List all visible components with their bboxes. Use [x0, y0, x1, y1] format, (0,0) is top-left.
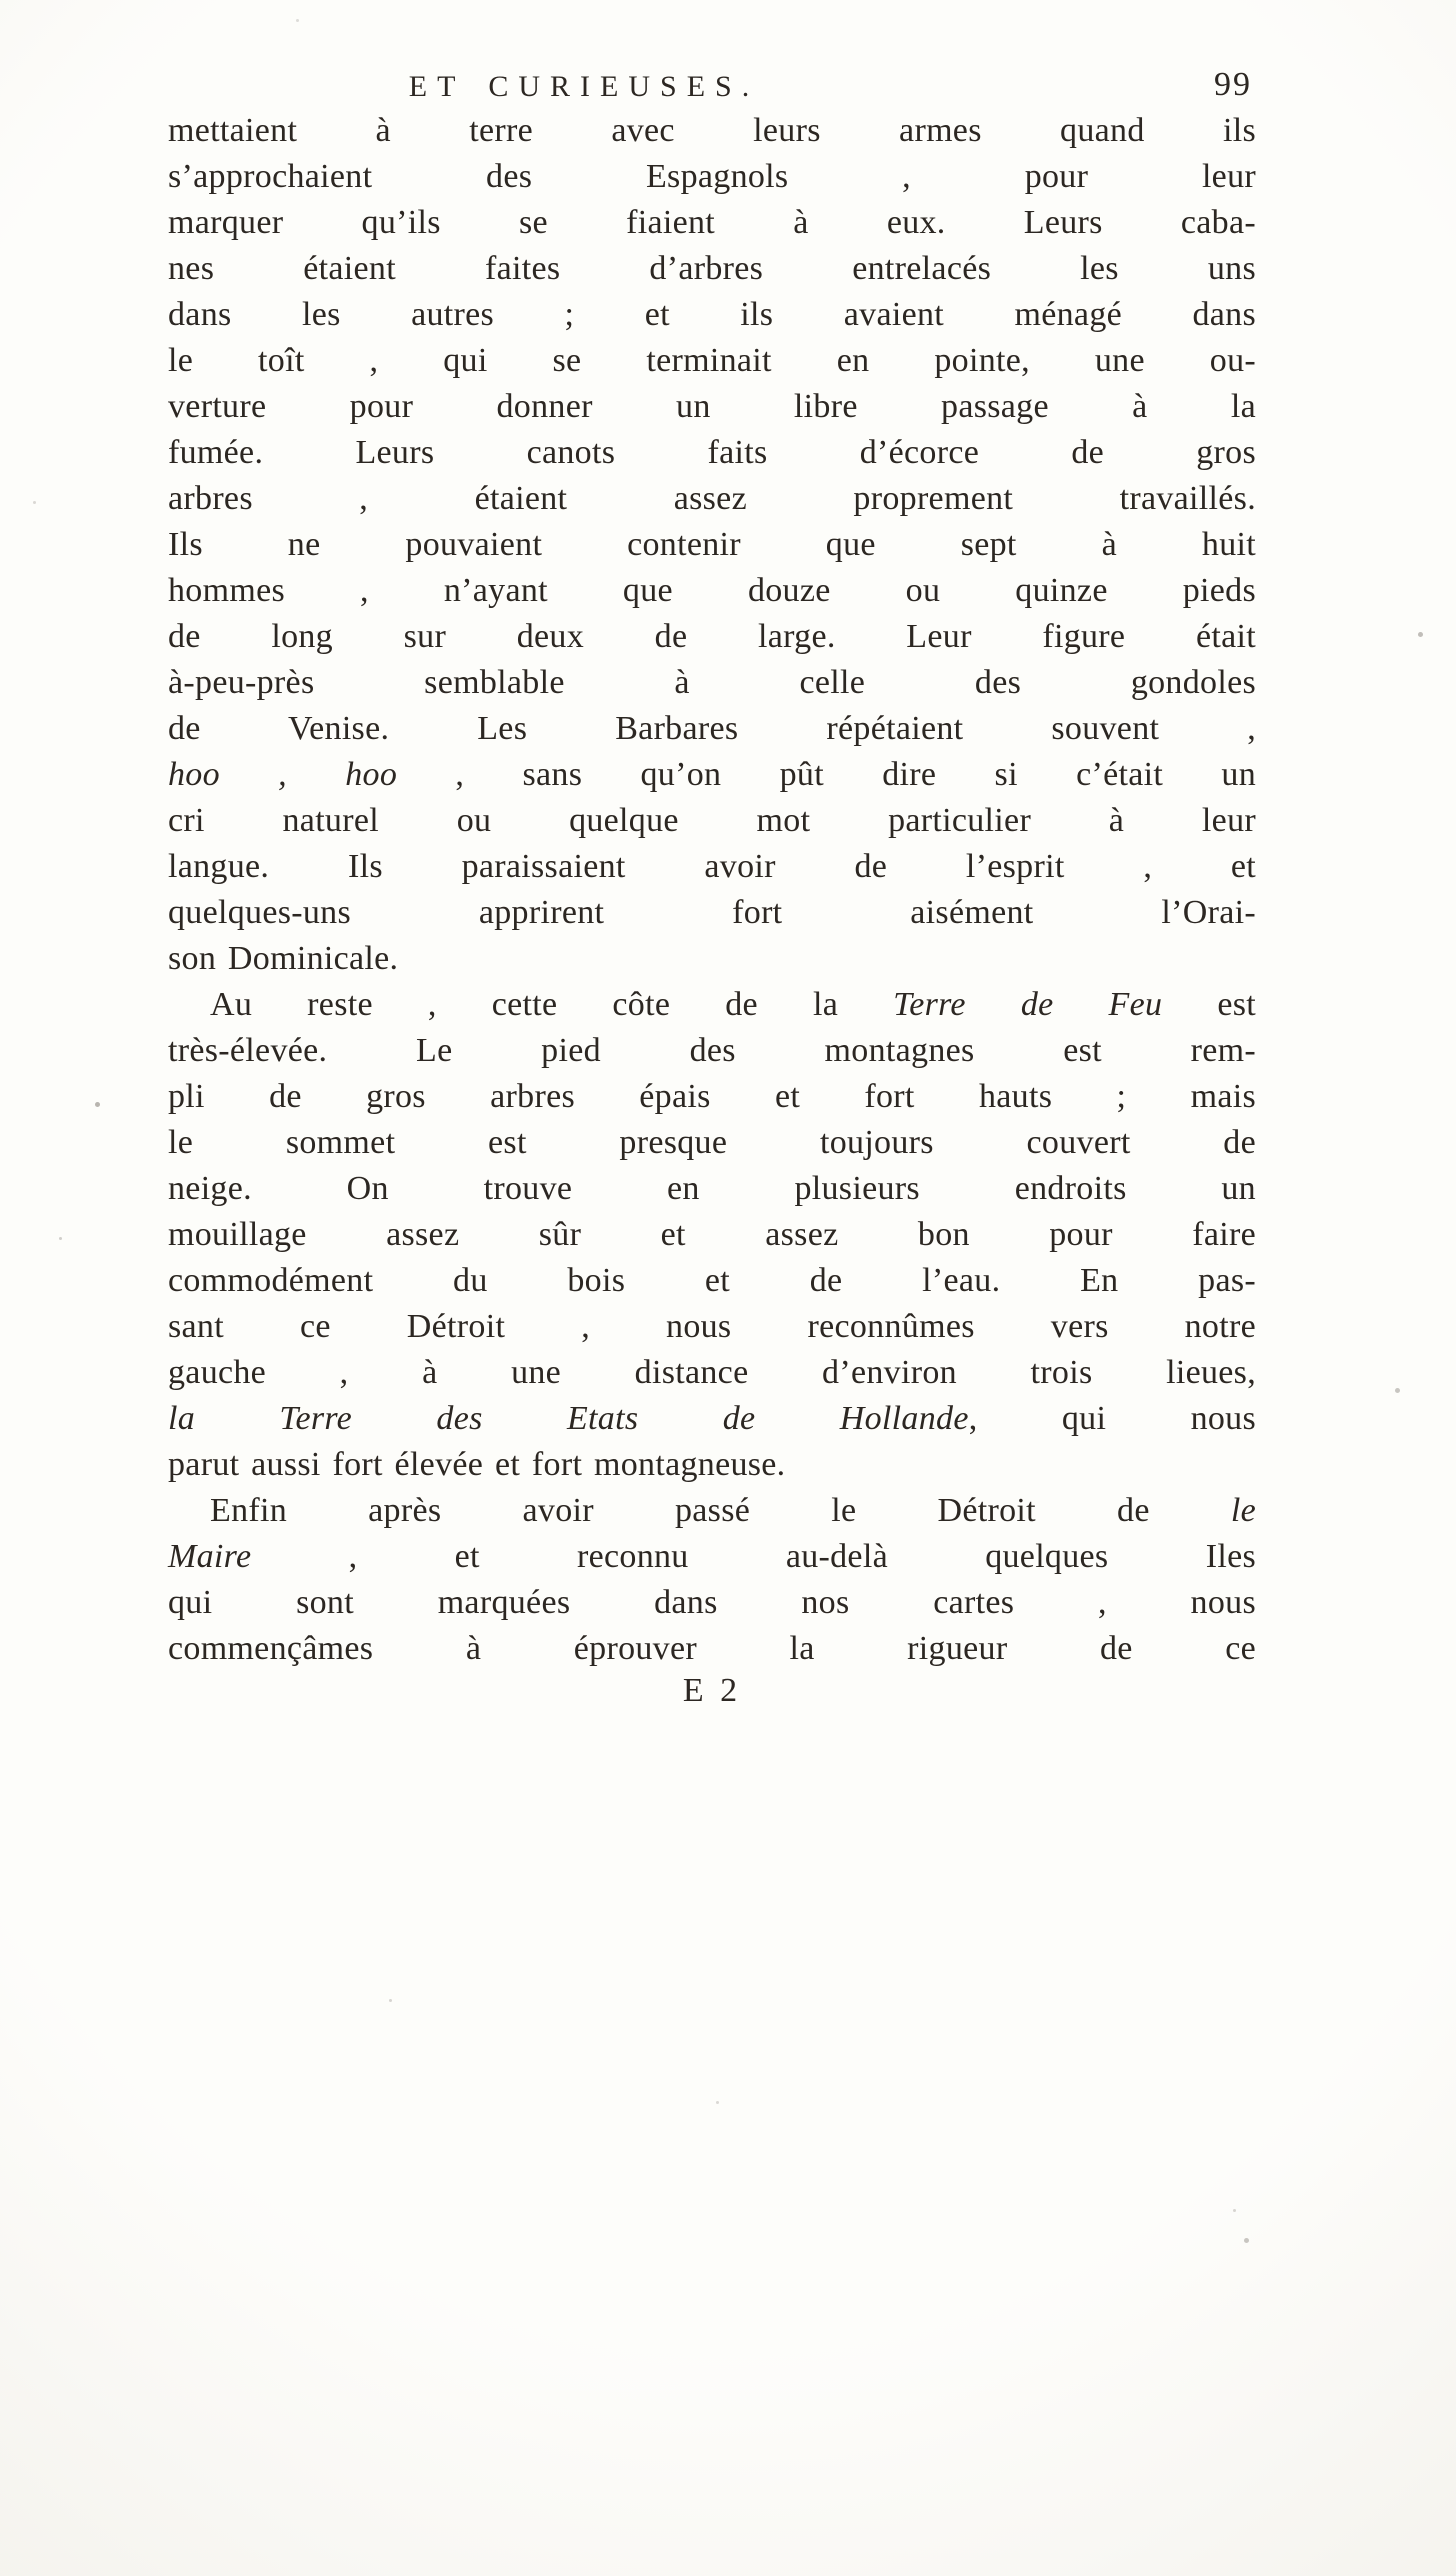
text-run: langue. Ils paraissaient avoir de l’esprit , et	[168, 848, 1256, 885]
text-line	[168, 752, 1256, 798]
text-run: sant ce Détroit , nous reconnûmes vers notre	[168, 1308, 1256, 1345]
text-run: son Dominicale.	[168, 940, 399, 977]
signature-mark: E 2	[682, 1672, 742, 1709]
text-run: hommes , n’ayant que douze ou quinze pieds	[168, 572, 1256, 609]
text-run: de long sur deux de large. Leur figure était	[168, 618, 1256, 655]
italic-text: hoo , hoo	[168, 756, 398, 793]
text-line	[168, 1074, 1256, 1120]
text-line	[168, 292, 1256, 338]
text-line	[168, 660, 1256, 706]
text-run: pli de gros arbres épais et fort hauts ; mais	[168, 1078, 1256, 1115]
text-run: nes étaient faites d’arbres entrelacés les uns	[168, 250, 1256, 287]
text-line	[168, 430, 1256, 476]
italic-text: la Terre des Etats de Hollande	[168, 1400, 969, 1437]
text-run: s’approchaient des Espagnols , pour leur	[168, 158, 1256, 195]
text-run: commençâmes à éprouver la rigueur de ce	[168, 1630, 1256, 1667]
text-run: est	[1162, 986, 1256, 1023]
text-run: commodément du bois et de l’eau. En pas-	[168, 1262, 1256, 1299]
page-header	[168, 66, 1256, 110]
text-run: de Venise. Les Barbares répétaient souvent ,	[168, 710, 1256, 747]
text-run: , sans qu’on pût dire si c’était un	[397, 756, 1256, 793]
text-run: Ils ne pouvaient contenir que sept à huit	[168, 526, 1256, 563]
text-run: , qui nous	[968, 1400, 1256, 1437]
text-line	[168, 1120, 1256, 1166]
text-run: le toît , qui se terminait en pointe, une ou-	[168, 342, 1256, 379]
text-line	[168, 1396, 1256, 1442]
text-run: dans les autres ; et ils avaient ménagé dans	[168, 296, 1256, 333]
italic-text: Terre de Feu	[893, 986, 1163, 1023]
text-run: mettaient à terre avec leurs armes quand ils	[168, 112, 1256, 149]
text-run: quelques-uns apprirent fort aisément l’Orai-	[168, 894, 1256, 931]
text-line	[168, 798, 1256, 844]
text-line	[168, 1304, 1256, 1350]
page-text	[168, 108, 1256, 1672]
text-run: à-peu-près semblable à celle des gondoles	[168, 664, 1256, 701]
text-line	[168, 338, 1256, 384]
text-line	[168, 154, 1256, 200]
text-line	[168, 108, 1256, 154]
text-run: mouillage assez sûr et assez bon pour faire	[168, 1216, 1256, 1253]
text-run: le sommet est presque toujours couvert de	[168, 1124, 1256, 1161]
text-line	[168, 246, 1256, 292]
text-line	[168, 890, 1256, 936]
text-line	[168, 1488, 1256, 1534]
text-run: , et reconnu au-delà quelques Iles	[251, 1538, 1256, 1575]
text-line	[168, 844, 1256, 890]
page-number: 99	[1214, 66, 1252, 103]
text-run: arbres , étaient assez proprement travaillés.	[168, 480, 1256, 517]
text-run: neige. On trouve en plusieurs endroits un	[168, 1170, 1256, 1207]
text-line	[168, 982, 1256, 1028]
running-title: ET CURIEUSES.	[408, 70, 760, 103]
text-line	[168, 568, 1256, 614]
text-run: gauche , à une distance d’environ trois lieues,	[168, 1354, 1256, 1391]
text-run: marquer qu’ils se fiaient à eux. Leurs caba-	[168, 204, 1256, 241]
text-line	[168, 614, 1256, 660]
text-run: fumée. Leurs canots faits d’écorce de gros	[168, 434, 1256, 471]
text-line	[168, 1442, 1256, 1488]
text-run: très-élevée. Le pied des montagnes est rem-	[168, 1032, 1256, 1069]
text-run: Au reste , cette côte de la	[210, 986, 894, 1023]
text-run: Enfin après avoir passé le Détroit de	[210, 1492, 1231, 1529]
text-line	[168, 1350, 1256, 1396]
text-line	[168, 1258, 1256, 1304]
text-line	[168, 1580, 1256, 1626]
text-line	[168, 1212, 1256, 1258]
text-line	[168, 522, 1256, 568]
text-line	[168, 476, 1256, 522]
text-line	[168, 1534, 1256, 1580]
text-line	[168, 1028, 1256, 1074]
italic-text: Maire	[168, 1538, 252, 1575]
text-run: parut aussi fort élevée et fort montagneuse.	[168, 1446, 786, 1483]
text-line	[168, 384, 1256, 430]
text-line	[168, 936, 1256, 982]
text-run: verture pour donner un libre passage à la	[168, 388, 1256, 425]
text-line	[168, 200, 1256, 246]
text-line	[168, 1166, 1256, 1212]
text-run: cri naturel ou quelque mot particulier à leur	[168, 802, 1256, 839]
text-line	[168, 706, 1256, 752]
italic-text: le	[1230, 1492, 1256, 1529]
text-run: qui sont marquées dans nos cartes , nous	[168, 1584, 1256, 1621]
text-line	[168, 1626, 1256, 1672]
